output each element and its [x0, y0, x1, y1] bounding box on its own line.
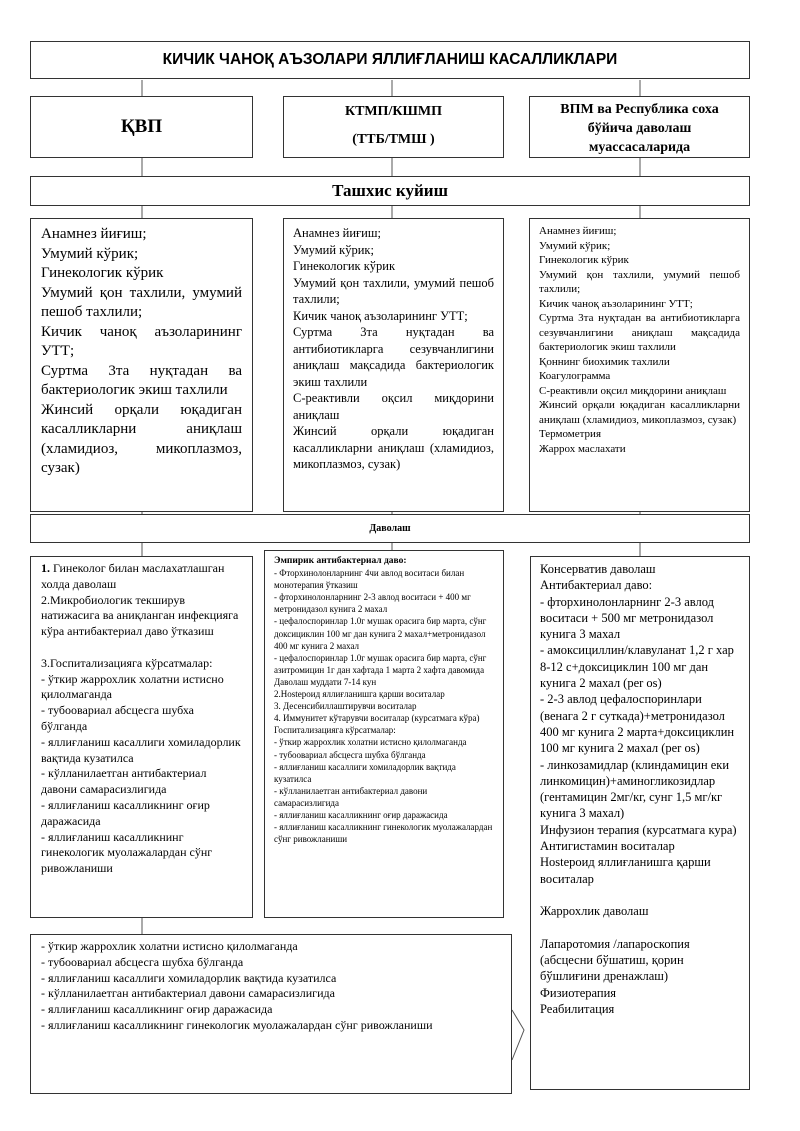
treatment-item: Даволаш муддати 7-14 кун — [274, 676, 377, 687]
hospitalization-indications-box — [30, 934, 512, 1094]
treatment-item: 2.Нostероид яллиғланишга қарши воситалар — [274, 689, 445, 700]
diagnosis-item: Суртма 3та нуқтадан ва бактериологик экиш тахлили — [41, 362, 242, 398]
treatment-item: - кўлланилаетган антибактериал давони самарасизлигида — [274, 785, 428, 808]
treatment-item: - цефалоспоринлар 1.0г мушак орасига бир марта, сўнг доксициклин 100 мг дан кунига 2 махал+метронидазол 400 мг кунига 2 махал — [274, 616, 487, 651]
level-ktmp-line1: КТМП/КШМП — [345, 104, 442, 119]
diagnosis-column-vpm — [529, 218, 750, 512]
treatment-item-number: 1. — [41, 561, 50, 575]
diagnosis-item: Умумий кўрик; — [41, 245, 139, 262]
diagnosis-column-kvp — [30, 218, 253, 512]
treatment-item — [41, 672, 242, 704]
level-vpm-line2: бўйича даволаш — [587, 121, 692, 136]
treatment-item: 3. Десенсибиллаштирувчи воситалар — [274, 701, 417, 712]
level-vpm-line1: ВПМ ва Республика соха — [560, 102, 719, 117]
treatment-item — [41, 656, 242, 672]
diagnosis-item: С-реактивли оқсил миқдорини аниқлаш — [539, 384, 727, 397]
treatment-column-kvp — [30, 556, 253, 918]
diagnosis-item: Термометрия — [539, 428, 601, 440]
treatment-item: - линкозамидлар (клиндамицин еки линкомицин)+аминогликозидлар (гентамицин 2мг/кг, сунг 1,5 мг/кг кунига 3 махал) — [540, 757, 730, 821]
treatment-item-text: - ўткир жаррохлик холатни истисно қилолмаганда — [41, 671, 224, 702]
treatment-item-text: - яллиғланиш касалликнинг оғир даражасида — [41, 797, 210, 828]
diagnosis-column-ktmp — [283, 218, 504, 512]
treatment-item: - яллиғланиш касалликнинг гинекологик муолажалардан сўнг ривожланиши — [274, 822, 493, 845]
diagnosis-item: Жинсий орқали юқадиган касалликларни аниқлаш (хламидиоз, микоплазмоз, сузак) — [41, 401, 242, 476]
treatment-item: - ўткир жаррохлик холатни истисно қилолмаганда — [274, 737, 467, 748]
treatment-item: - тубоовариал абсцесга шубха бўлганда — [274, 749, 426, 760]
treatment-item — [540, 920, 740, 936]
treatment-item: Жаррохлик даволаш — [540, 904, 649, 919]
hospitalization-indication-item: - яллиғланиш касалликнинг гинекологик муолажалардан сўнг ривожланиши — [41, 1017, 433, 1032]
diagnosis-header — [30, 176, 750, 206]
treatment-item: - фторхинолонларнинг 2-3 авлод воситаси + 400 мг метронидазол кунига 2 махал — [274, 592, 471, 615]
treatment-item: Инфузион терапия (курсатмага кура) — [540, 822, 737, 837]
treatment-header — [30, 514, 750, 543]
level-box-ktmp — [283, 96, 504, 158]
treatment-item-text: - яллиғланиш касалликнинг гинекологик муолажалардан сўнг ривожланиши — [41, 829, 213, 876]
hospitalization-indication-item: - кўлланилаетган антибактериал давони самарасизлигида — [41, 986, 335, 1001]
treatment-item-text: 2.Микробиологик текширув натижасига ва аниқланган инфекцияга кўра антибактериал даво ўтказиш — [41, 592, 239, 639]
diagnosis-item: Суртма 3та нуқтадан ва антибиотикларга сезувчанлигини аниқлаш мақсадида бактериологик экиш тахлили — [293, 325, 494, 389]
diagnosis-item: Умумий қон тахлили, умумий пешоб тахлили; — [293, 275, 494, 306]
treatment-item — [41, 593, 242, 640]
page-title — [30, 41, 750, 79]
level-vpm-line3: муассасаларида — [588, 140, 691, 155]
diagnosis-item: Умумий кўрик; — [539, 239, 611, 252]
treatment-item: - фторхинолонларнинг 2-3 авлод воситаси + 500 мг метронидазол кунига 3 махал — [540, 594, 714, 642]
treatment-item — [41, 830, 242, 877]
diagnosis-item: Коагулограмма — [539, 370, 611, 382]
treatment-item: Физиотерапия — [540, 985, 617, 1000]
diagnosis-item: Кичик чаноқ аъзоларининг УТТ; — [293, 308, 468, 323]
diagnosis-item: Кичик чаноқ аъзоларининг УТТ; — [41, 323, 242, 359]
treatment-item-text: 3.Госпитализацияга кўрсатмалар: — [41, 655, 213, 670]
diagnosis-item: Суртма 3та нуқтадан ва антибиотикларга сезувчанлигини аниқлаш мақсадида бактериологик экиш тахлили — [539, 312, 740, 353]
hospitalization-indication-item: - ўткир жаррохлик холатни истисно қилолмаганда — [41, 939, 298, 953]
treatment-item: Реабилитация — [540, 1002, 615, 1017]
empiric-therapy-title: Эмпирик антибактериал даво: — [274, 556, 407, 566]
treatment-item-text: - яллиғланиш касаллиги хомиладорлик вақтида кузатилса — [41, 734, 241, 765]
hospitalization-indication-item: - яллиғланиш касаллиги хомиладорлик вақтида кузатилса — [41, 970, 337, 985]
diagnosis-item: Анамнез йиғиш; — [293, 226, 381, 240]
treatment-item-text: - кўлланилаетган антибактериал давони самарасизлигида — [41, 766, 207, 797]
treatment-item — [41, 798, 242, 830]
level-ktmp-line2: (ТТБ/ТМШ ) — [352, 132, 435, 147]
diagnosis-item: Гинекологик кўрик — [539, 254, 629, 266]
diagnosis-item: Жаррох маслахати — [539, 442, 626, 455]
treatment-item: Госпитализацияга кўрсатмалар: — [274, 725, 396, 736]
diagnosis-item: Қоннинг биохимик тахлили — [539, 355, 670, 368]
page-title-text: КИЧИК ЧАНОҚ АЪЗОЛАРИ ЯЛЛИҒЛАНИШ КАСАЛЛИКЛАРИ — [162, 51, 618, 68]
diagnosis-item: Умумий қон тахлили, умумий пешоб тахлили; — [539, 268, 740, 295]
treatment-item: Лапаротомия /лапароскопия (абсцесни бўшатиш, қорин бўшлиғини дренажлаш) — [540, 936, 690, 984]
diagnosis-item: С-реактивли оқсил миқдорини аниқлаш — [293, 391, 494, 422]
treatment-item — [540, 887, 740, 903]
treatment-item: - Фторхинолонларнинг 4чи авлод воситаси билан монотерапия ўтказиш — [274, 568, 465, 591]
treatment-item: - яллиғланиш касаллиги хомиладорлик вақтида кузатилса — [274, 761, 456, 784]
diagnosis-item: Умумий кўрик; — [293, 242, 374, 257]
diagnosis-item: Жинсий орқали юқадиган касалликларни аниқлаш (хламидиоз, микоплазмоз, сузак) — [293, 424, 494, 471]
treatment-item — [41, 561, 242, 593]
treatment-item: - яллиғланиш касалликнинг оғир даражасида — [274, 809, 448, 820]
hospitalization-indication-item: - тубоовариал абсцесга шубха бўлганда — [41, 954, 244, 969]
treatment-item-text: - тубоовариал абсцесга шубха бўлганда — [41, 703, 194, 733]
treatment-item: Консерватив даволаш — [540, 562, 656, 576]
diagnosis-header-text: Ташхис куйиш — [332, 181, 448, 200]
treatment-item: Нostероид яллиғланишга қарши воситалар — [540, 855, 711, 886]
treatment-item: - цефалоспоринлар 1.0г мушак орасига бир марта, сўнг азитромицин 1г дан хафтада 1 марта 2 хафта давомида — [274, 652, 487, 675]
treatment-item: Антибактериал даво: — [540, 578, 653, 593]
level-box-kvp — [30, 96, 253, 158]
treatment-item: - 2-3 авлод цефалоспоринлари (венага 2 г суткада)+метронидазол 400 мг кунига 2 марта+доксициклин 100 мг кунига 2 махал (per os) — [540, 692, 735, 756]
treatment-item: - амоксициллин/клавуланат 1,2 г хар 8-12 с+доксициклин 100 мг дан кунига 2 махал (per os) — [540, 643, 734, 691]
diagnosis-item: Анамнез йиғиш; — [539, 225, 617, 237]
diagnosis-item: Гинекологик кўрик — [293, 259, 396, 273]
treatment-item-text: Гинеколог билан маслахатлашган холда даволаш — [41, 561, 225, 591]
level-box-vpm — [529, 96, 750, 158]
treatment-header-text: Даволаш — [369, 523, 411, 534]
diagnosis-item: Анамнез йиғиш; — [41, 226, 147, 242]
treatment-item — [41, 735, 242, 767]
diagnosis-item: Гинекологик кўрик — [41, 265, 164, 281]
treatment-item: Антигистамин воситалар — [540, 839, 675, 854]
treatment-column-ktmp — [264, 550, 504, 918]
treatment-item — [41, 640, 242, 656]
hospitalization-indication-item: - яллиғланиш касалликнинг оғир даражасида — [41, 1002, 273, 1017]
diagnosis-item: Кичик чаноқ аъзоларининг УТТ; — [539, 297, 693, 310]
treatment-column-vpm — [530, 556, 750, 1090]
treatment-item — [41, 766, 242, 798]
treatment-item — [41, 703, 242, 735]
diagnosis-item: Умумий қон тахлили, умумий пешоб тахлили; — [41, 284, 242, 320]
diagnosis-item: Жинсий орқали юқадиган касалликларни аниқлаш (хламидиоз, микоплазмоз, сузак) — [539, 399, 740, 426]
level-kvp-label: ҚВП — [120, 116, 163, 137]
treatment-item: 4. Иммунитет кўтарувчи воситалар (курсатмага кўра) — [274, 713, 480, 724]
